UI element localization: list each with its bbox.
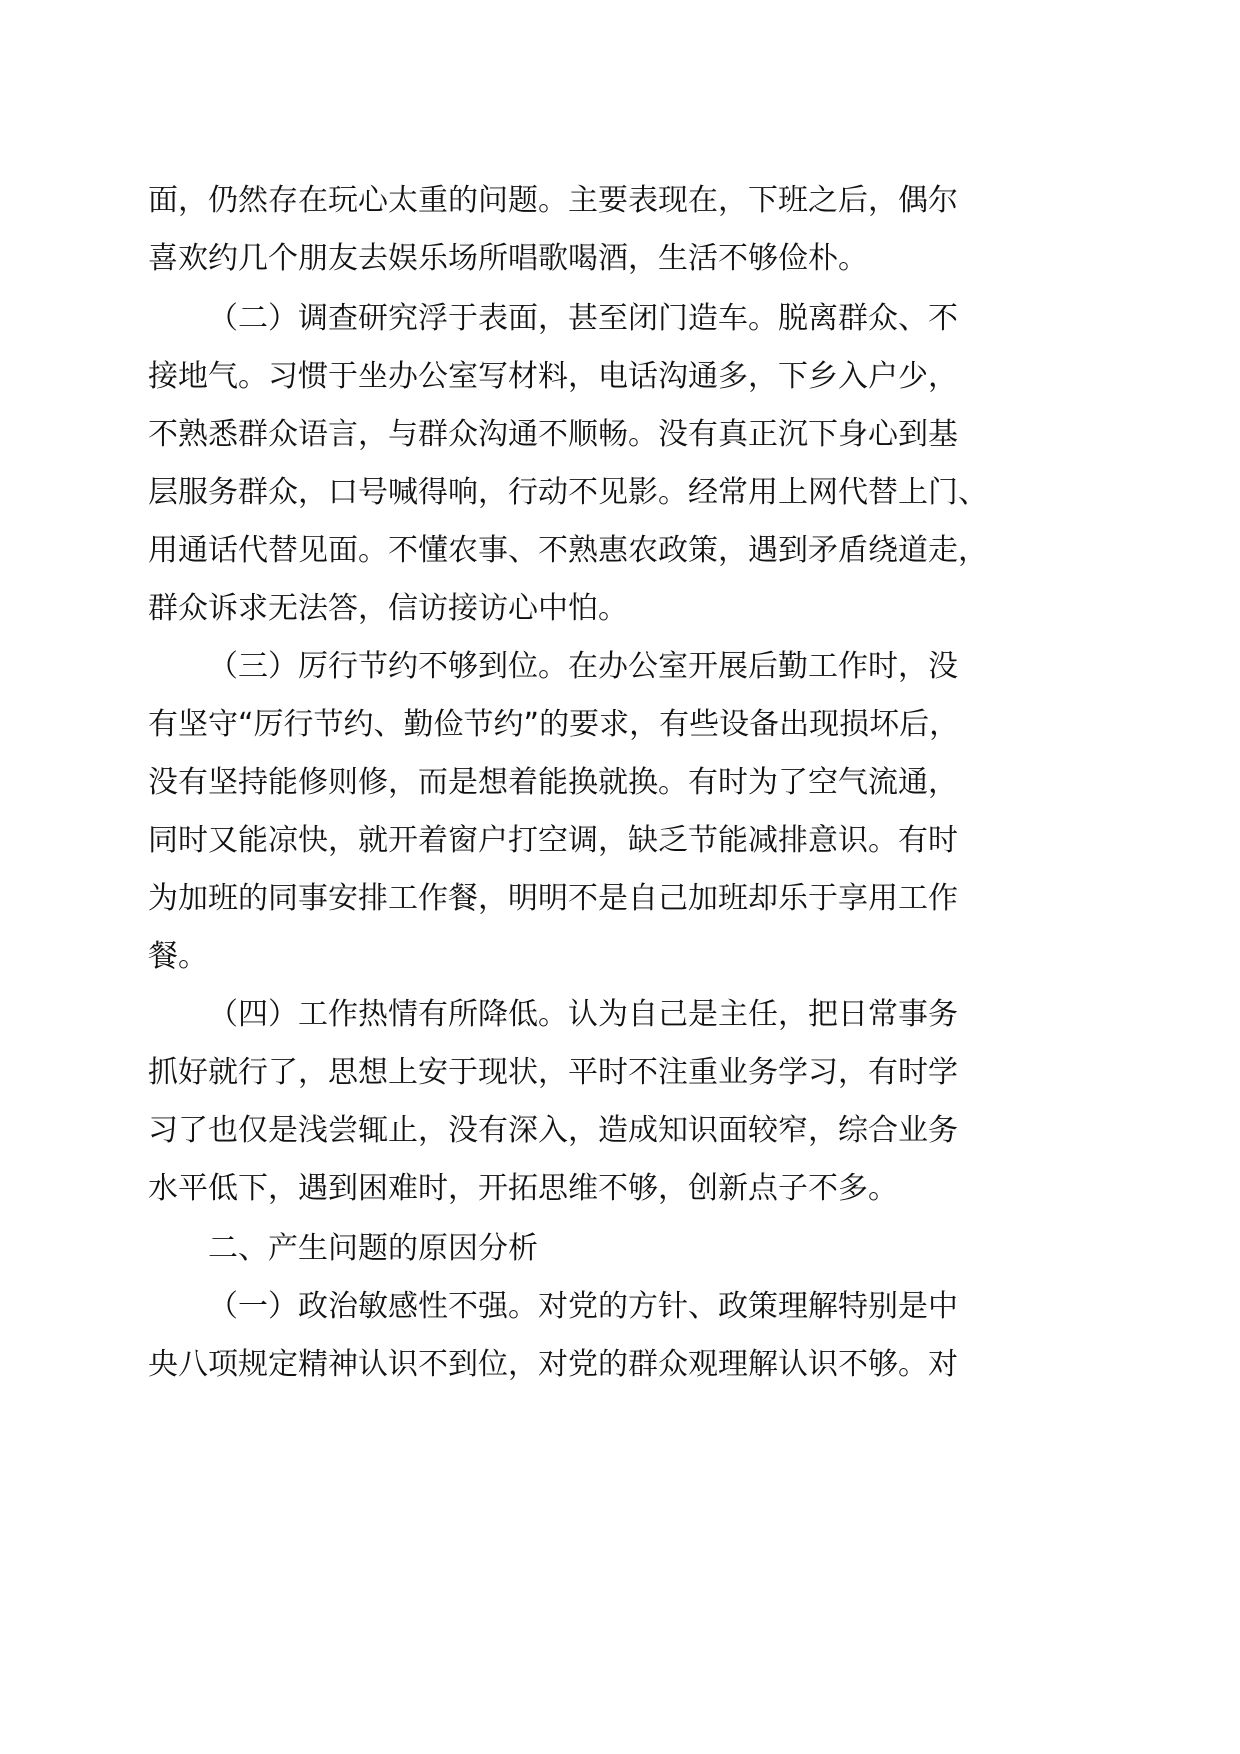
text-line: 抓好就行了，思想上安于现状，平时不注重业务学习，有时学 [148, 1055, 958, 1090]
text-line: 接地气。习惯于坐办公室写材料，电话沟通多，下乡入户少， [148, 359, 958, 394]
text-line: 层服务群众，口号喊得响，行动不见影。经常用上网代替上门、 [148, 475, 988, 510]
text-line: 为加班的同事安排工作餐，明明不是自己加班却乐于享用工作 [148, 881, 958, 916]
subheading-4: （四）工作热情有所降低。认为自己是主任，把日常事务 [208, 997, 958, 1032]
text-line: 习了也仅是浅尝辄止，没有深入，造成知识面较窄，综合业务 [148, 1113, 958, 1148]
text-line: 喜欢约几个朋友去娱乐场所唱歌喝酒，生活不够俭朴。 [148, 241, 868, 276]
text-line: 央八项规定精神认识不到位，对党的群众观理解认识不够。对 [148, 1347, 958, 1382]
text-line: 有坚守“厉行节约、勤俭节约”的要求，有些设备出现损坏后， [148, 707, 960, 742]
subheading-2: （二）调查研究浮于表面，甚至闭门造车。脱离群众、不 [208, 301, 958, 336]
text-line: 餐。 [148, 939, 208, 974]
text-line: 同时又能凉快，就开着窗户打空调，缺乏节能减排意识。有时 [148, 823, 958, 858]
text-line: 用通话代替见面。不懂农事、不熟惠农政策，遇到矛盾绕道走， [148, 533, 988, 568]
subheading-3: （三）厉行节约不够到位。在办公室开展后勤工作时，没 [208, 649, 958, 684]
text-line: 没有坚持能修则修，而是想着能换就换。有时为了空气流通， [148, 765, 958, 800]
section-heading: 二、产生问题的原因分析 [208, 1231, 538, 1266]
text-line: 水平低下，遇到困难时，开拓思维不够，创新点子不多。 [148, 1171, 898, 1206]
subheading-1: （一）政治敏感性不强。对党的方针、政策理解特别是中 [208, 1289, 958, 1324]
text-line: 面，仍然存在玩心太重的问题。主要表现在，下班之后，偶尔 [148, 183, 958, 218]
text-line: 不熟悉群众语言，与群众沟通不顺畅。没有真正沉下身心到基 [148, 417, 958, 452]
text-line: 群众诉求无法答，信访接访心中怕。 [148, 591, 628, 626]
